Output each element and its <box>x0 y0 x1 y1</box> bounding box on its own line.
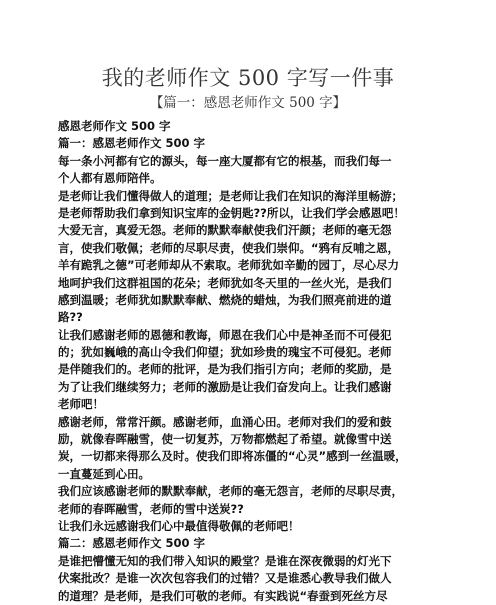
text-line: 每一条小河都有它的源头，每一座大厦都有它的根基，而我们每一 <box>58 153 392 168</box>
text-line: 让我们永远感谢我们心中最值得敬佩的老师吧！ <box>58 518 300 533</box>
text-line: 感到温暖；老师犹如默默奉献、燃烧的蜡烛，为我们照亮前进的道 <box>58 292 392 307</box>
text-line: 的；犹如巍峨的高山令我们仰望；犹如珍贵的瑰宝不可侵犯。老师 <box>58 345 392 360</box>
document-subtitle: 【篇一：感恩老师作文 500 字】 <box>149 95 347 111</box>
text-line: 地呵护我们这群祖国的花朵；老师犹如冬天里的一丝火光，是我们 <box>58 275 392 290</box>
text-line: 是老师让我们懂得做人的道理；是老师让我们在知识的海洋里畅游； <box>58 188 403 203</box>
text-line: 个人都有恩师陪伴。 <box>58 171 162 186</box>
text-line: 炭，一切都来得那么及时。使我们即将冻僵的“心灵”感到一丝温暖， <box>58 449 407 464</box>
text-line: 感谢老师，常常汗颜。感谢老师，血涌心田。老师对我们的爱和鼓 <box>58 414 392 429</box>
text-line: 大爱无言，真爱无怨。老师的默默奉献使我们汗颜；老师的毫无怨 <box>58 223 392 238</box>
text-line: 是老师帮助我们拿到知识宝库的金钥匙??所以，让我们学会感恩吧！ <box>58 205 405 220</box>
text-line: 让我们感谢老师的恩德和教诲，师恩在我们心中是神圣而不可侵犯 <box>58 327 392 342</box>
text-line: 言，使我们敬佩；老师的尽职尽责，使我们崇仰。“鸦有反哺之恩， <box>58 240 400 255</box>
document-title: 我的老师作文 500 字写一件事 <box>101 66 395 90</box>
text-line: 伏案批改？是谁一次次包容我们的过错？又是谁悉心教导我们做人 <box>58 571 392 586</box>
text-line: 路?? <box>58 310 83 325</box>
text-line: 是谁把懵懂无知的我们带入知识的殿堂？是谁在深夜微弱的灯光下 <box>58 553 392 568</box>
text-line: 一直蔓延到心田。 <box>58 466 150 481</box>
text-line: 篇一：感恩老师作文 500 字 <box>58 136 206 151</box>
text-line: 为了让我们继续努力；老师的激励是让我们奋发向上。让我们感谢 <box>58 379 392 394</box>
text-line: 励，就像春晖融雪，使一切复苏，万物都燃起了希望。就像雪中送 <box>58 432 392 447</box>
text-line: 篇二：感恩老师作文 500 字 <box>58 536 206 551</box>
text-line: 我们应该感谢老师的默默奉献，老师的毫无怨言，老师的尽职尽责， <box>58 484 403 499</box>
text-line: 老师吧！ <box>58 397 104 412</box>
text-line: 老师的春晖融雪，老师的雪中送炭?? <box>58 501 244 516</box>
text-line: 感恩老师作文 500 字 <box>58 119 171 133</box>
text-line: 羊有跪乳之德”可老师却从不索取。老师犹如辛勤的园丁，尽心尽力 <box>58 258 400 273</box>
document-body <box>58 118 442 605</box>
text-line: 的道理？是老师，是我们可敬的老师。有实践说“春蚕到死丝方尽 <box>58 588 388 603</box>
text-line: 是伴随我们的。老师的批评，是为我们指引方向；老师的奖励，是 <box>58 362 392 377</box>
